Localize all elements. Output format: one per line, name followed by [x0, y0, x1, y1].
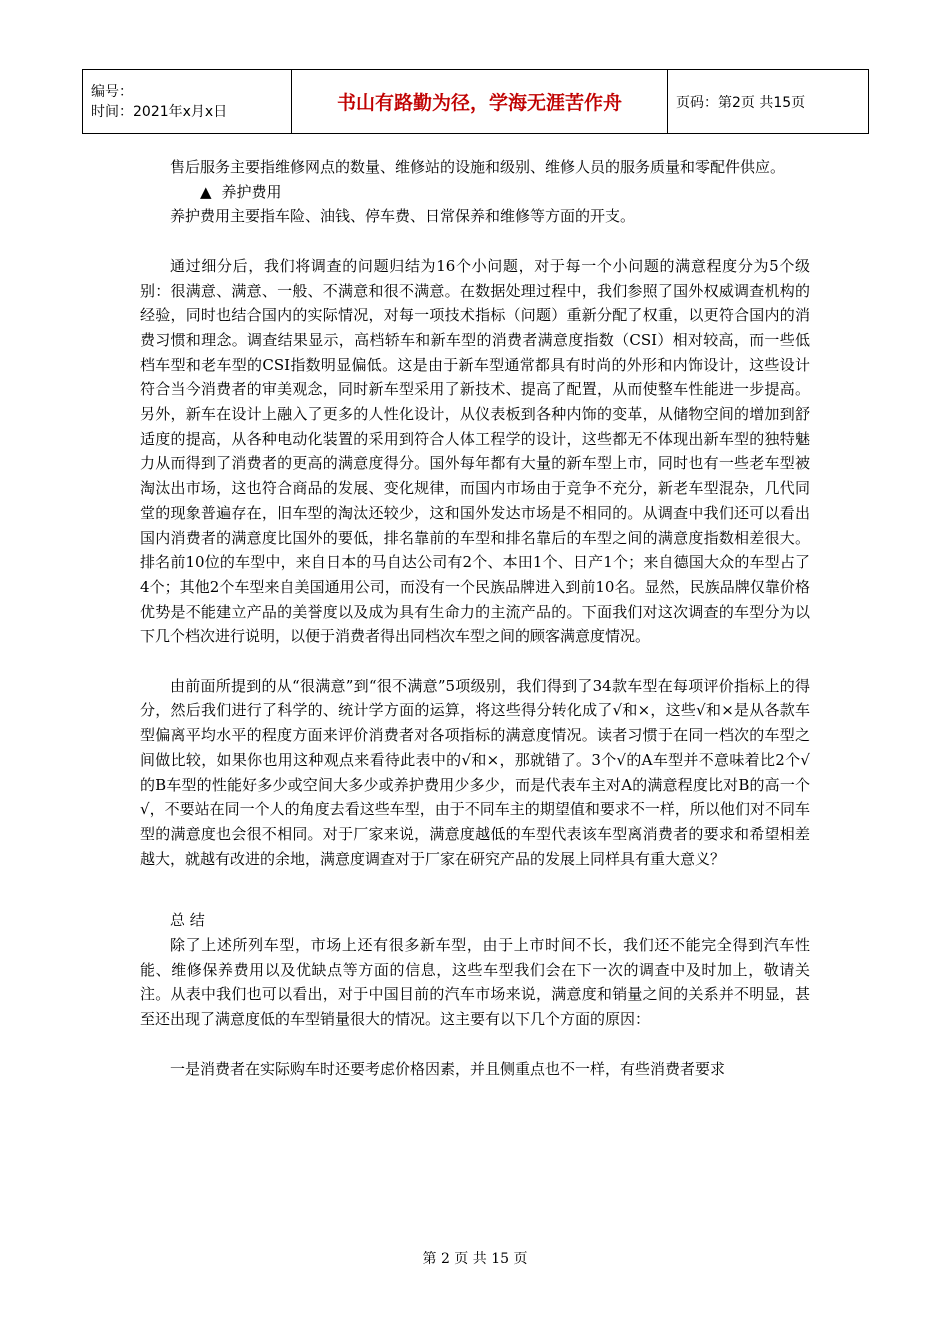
paragraph-rating-explanation: 由前面所提到的从“很满意”到“很不满意”5项级别，我们得到了34款车型在每项评价指标上的得分，然后我们进行了科学的、统计学方面的运算，将这些得分转化成了√和×，这些√和×是从各款车型偏离平均水平的程度方面来评价消费者对各项指标的满意度情况。读者习惯于在同一档次的车型之间做比较，如果你也用这种观点来看待此表中的√和×，那就错了。3个√的A车型并不意味着比2个√的B车型的性能好多少或空间大多少或养护费用少多少，而是代表车主对A的满意程度比对B的高一个√，不要站在同一个人的角度去看这些车型，由于不同车主的期望值和要求不一样，所以他们对不同车型的满意度也会很不相同。对于厂家来说，满意度越低的车型代表该车型离消费者的要求和希望相差越大，就越有改进的余地，满意度调查对于厂家在研究产品的发展上同样具有重大意义？	[140, 676, 810, 868]
header-meta-cell	[83, 70, 292, 134]
document-header	[82, 69, 869, 134]
paragraph-after-sales: 售后服务主要指维修网点的数量、维修站的设施和级别、维修人员的服务质量和零配件供应。	[170, 158, 786, 176]
spacer	[140, 871, 810, 908]
page-footer: 第 2 页 共 15 页	[422, 1251, 528, 1267]
summary-heading: 总 结	[170, 911, 205, 930]
spacer	[140, 1032, 810, 1057]
paragraph-maintenance-cost: 养护费用主要指车险、油钱、停车费、日常保养和维修等方面的开支。	[170, 207, 636, 226]
paragraph-summary: 除了上述所列车型，市场上还有很多新车型，由于上市时间不长，我们还不能完全得到汽车性能、维修保养费用以及优缺点等方面的信息，这些车型我们会在下一次的调查中及时加上，敬请关注。从表中我们也可以看出，对于中国目前的汽车市场来说，满意度和销量之间的关系并不明显，甚至还出现了满意度低的车型销量很大的情况。这主要有以下几个方面的原因：	[140, 936, 810, 1029]
header-motto: 书山有路勤为径，学海无涯苦作舟	[292, 70, 668, 134]
time-label: 时间：2021年x月x日	[91, 103, 228, 120]
spacer	[140, 229, 810, 254]
number-label: 编号：	[91, 83, 133, 100]
bullet-maintenance-cost	[140, 180, 810, 205]
header-page-label: 页码：第2页 共15页	[668, 70, 869, 134]
paragraph-survey-results: 通过细分后，我们将调查的问题归结为16个小问题，对于每一个小问题的满意程度分为5个级别：很满意、满意、一般、不满意和很不满意。在数据处理过程中，我们参照了国外权威调查机构的经验，同时也结合国内的实际情况，对每一项技术指标（问题）重新分配了权重，以更符合国内的消费习惯和理念。调查结果显示，高档轿车和新车型的消费者满意度指数（CSI）相对较高，而一些低档车型和老车型的CSI指数明显偏低。这是由于新车型通常都具有时尚的外形和内饰设计，这些设计符合当今消费者的审美观念，同时新车型采用了新技术、提高了配置，从而使整车性能进一步提高。另外，新车在设计上融入了更多的人性化设计，从仪表板到各种内饰的变革，从储物空间的增加到舒适度的提高，从各种电动化装置的采用到符合人体工程学的设计，这些都无不体现出新车型的独特魅力从而得到了消费者的更高的满意度得分。国外每年都有大量的新车型上市，同时也有一些老车型被淘汰出市场，这也符合商品的发展、变化规律，而国内市场由于竞争不充分，新老车型混杂，几代同堂的现象普遍存在，旧车型的淘汰还较少，这和国外发达市场是不相同的。从调查中我们还可以看出国内消费者的满意度比国外的要低，排名靠前的车型和排名靠后的车型之间的满意度指数相差很大。排名前10位的车型中，来自日本的马自达公司有2个、本田1个、日产1个；来自德国大众的车型占了4个；其他2个车型来自美国通用公司，而没有一个民族品牌进入到前10名。显然，民族品牌仅靠价格优势是不能建立产品的美誉度以及成为具有生命力的主流产品的。下面我们对这次调查的车型分为以下几个档次进行说明，以便于消费者得出同档次车型之间的顾客满意度情况。	[140, 256, 810, 646]
triangle-bullet-icon: ▲	[200, 182, 212, 201]
paragraph-reason-one: 一是消费者在实际购车时还要考虑价格因素，并且侧重点也不一样，有些消费者要求	[170, 1059, 726, 1078]
bullet-heading: 养护费用	[221, 182, 282, 201]
spacer	[140, 649, 810, 674]
document-body	[140, 155, 810, 1081]
